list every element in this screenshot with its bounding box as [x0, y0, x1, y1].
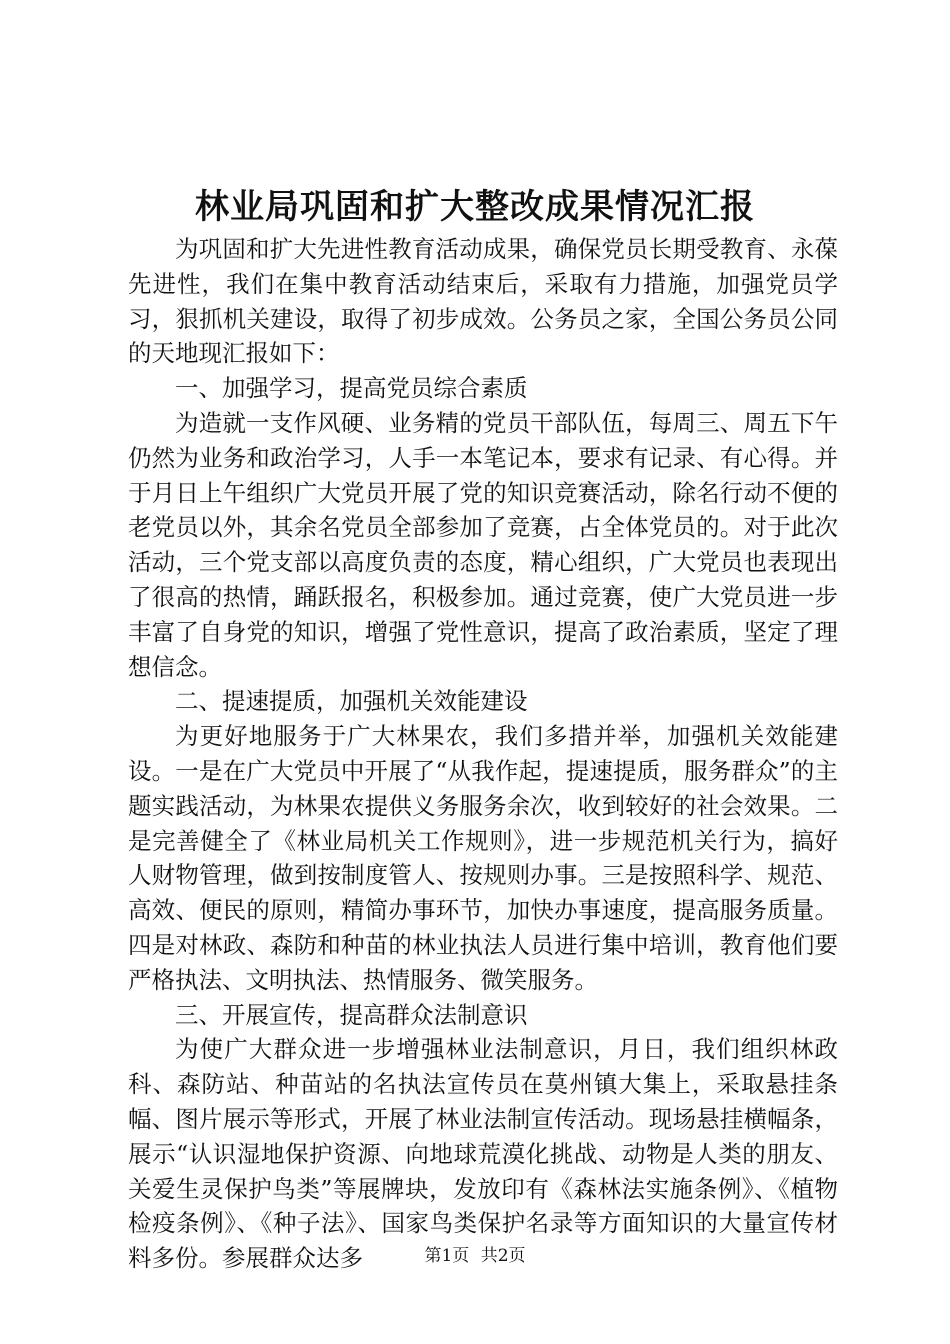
section-heading-3: 三、开展宣传，提高群众法制意识 — [175, 1000, 528, 1029]
page-total: 共2页 — [480, 1246, 526, 1266]
paragraph-intro: 为巩固和扩大先进性教育活动成果，确保党员长期受教育、永葆先进性，我们在集中教育活动结束后，采取有力措施，加强党员学习，狠抓机关建设，取得了初步成效。公务员之家，全国公务员公同的天地现汇报如下： — [128, 235, 838, 368]
document-body — [128, 232, 838, 1276]
page-title: 林业局巩固和扩大整改成果情况汇报 — [195, 187, 755, 227]
section-heading-1: 一、加强学习，提高党员综合素质 — [175, 374, 528, 403]
section-heading-2: 二、提速提质，加强机关效能建设 — [175, 687, 528, 716]
paragraph-section-3: 为使广大群众进一步增强林业法制意识，月日，我们组织林政科、森防站、种苗站的名执法宣传员在莫州镇大集上，采取悬挂条幅、图片展示等形式，开展了林业法制宣传活动。现场悬挂横幅条，展示“认识湿地保护资源、向地球荒漠化挑战、动物是人类的朋友、关爱生灵保护鸟类”等展牌块，发放印有《森林法实施条例》、《植物检疫条例》、《种子法》、国家鸟类保护名录等方面知识的大量宣传材料多份。参展群众达多 — [128, 1035, 838, 1273]
page-number: 第1页 — [424, 1246, 470, 1266]
paragraph-section-2: 为更好地服务于广大林果农，我们多措并举，加强机关效能建设。一是在广大党员中开展了“从我作起，提速提质，服务群众”的主题实践活动，为林果农提供义务服务余次，收到较好的社会效果。二是完善健全了《林业局机关工作规则》，进一步规范机关行为，搞好人财物管理，做到按制度管人、按规则办事。三是按照科学、规范、高效、便民的原则，精简办事环节，加快办事速度，提高服务质量。四是对林政、森防和种苗的林业执法人员进行集中培训，教育他们要严格执法、文明执法、热情服务、微笑服务。 — [128, 722, 838, 994]
page-footer — [0, 1244, 950, 1268]
paragraph-section-1: 为造就一支作风硬、业务精的党员干部队伍，每周三、周五下午仍然为业务和政治学习，人手一本笔记本，要求有记录、有心得。并于月日上午组织广大党员开展了党的知识竞赛活动，除名行动不便的老党员以外，其余名党员全部参加了竞赛，占全体党员的。对于此次活动，三个党支部以高度负责的态度，精心组织，广大党员也表现出了很高的热情，踊跃报名，积极参加。通过竞赛，使广大党员进一步丰富了自身党的知识，增强了党性意识，提高了政治素质，坚定了理想信念。 — [128, 408, 838, 681]
